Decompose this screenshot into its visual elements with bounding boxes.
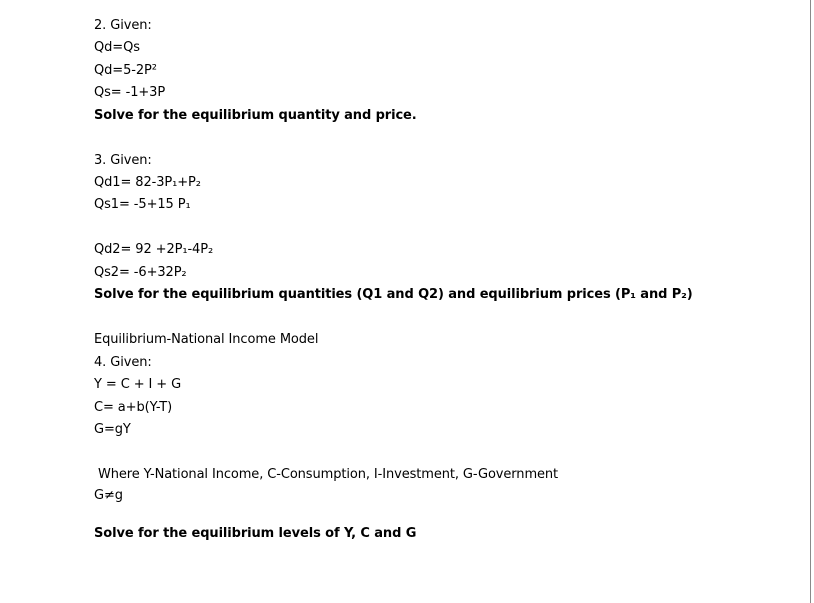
q2-equation-3: Qs= -1+3P	[94, 85, 166, 100]
q2-instruction: Solve for the equilibrium quantity and price.	[94, 108, 417, 123]
q4-note: G≠g	[94, 488, 123, 503]
q2-equation-1: Qd=Qs	[94, 40, 140, 55]
page-edge-divider	[810, 0, 811, 603]
q4-equation-2: C= a+b(Y-T)	[94, 400, 173, 415]
q3-heading: 3. Given:	[94, 153, 152, 168]
q4-equation-1: Y = C + I + G	[94, 377, 182, 392]
q4-equation-3: G=gY	[94, 422, 131, 437]
q2-equation-2: Qd=5-2P²	[94, 63, 157, 78]
q4-where-definitions: Where Y-National Income, C-Consumption, I-Investment, G-Government	[98, 467, 559, 482]
q3-equation-4: Qs2= -6+32P₂	[94, 265, 187, 280]
q4-heading: 4. Given:	[94, 355, 152, 370]
q3-equation-3: Qd2= 92 +2P₁-4P₂	[94, 242, 214, 257]
q4-section-title: Equilibrium-National Income Model	[94, 332, 319, 347]
q3-instruction: Solve for the equilibrium quantities (Q1 and Q2) and equilibrium prices (P₁ and P₂)	[94, 287, 693, 302]
q3-equation-2: Qs1= -5+15 P₁	[94, 197, 191, 212]
q3-equation-1: Qd1= 82-3P₁+P₂	[94, 175, 201, 190]
q4-instruction: Solve for the equilibrium levels of Y, C and G	[94, 526, 417, 541]
q2-heading: 2. Given:	[94, 18, 152, 33]
